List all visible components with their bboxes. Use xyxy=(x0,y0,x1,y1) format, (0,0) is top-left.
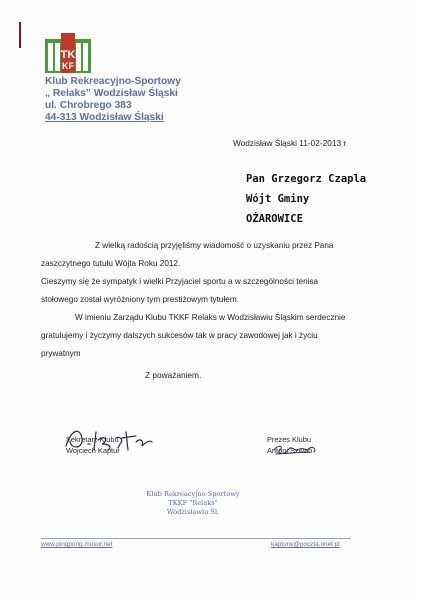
footer-email-link[interactable]: kapturw@poczta.onet.pl xyxy=(271,541,340,548)
stamp-line: Wodzisławiu Śl. xyxy=(166,508,220,516)
letter-body xyxy=(41,237,361,363)
president-title: Prezes Klubu xyxy=(267,435,311,444)
footer-divider xyxy=(41,538,351,539)
secretary-name: Wojciech Kaptur xyxy=(66,446,120,455)
secretary-title: Sekretarz Klubu xyxy=(66,435,119,444)
club-stamp xyxy=(138,490,248,517)
letterhead-city: 44-313 Wodzisław Śląski xyxy=(45,112,164,123)
svg-text:TK: TK xyxy=(60,49,76,61)
club-logo xyxy=(45,33,91,75)
stamp-line: TKKF "Relaks" xyxy=(168,499,218,507)
stamp-line: Klub Rekreacyjno-Sportowy xyxy=(146,490,240,498)
president-name: Antoni Szwab xyxy=(267,446,313,455)
recipient-block xyxy=(246,169,366,229)
letterhead-club-name: Klub Rekreacyjno-Sportowy xyxy=(45,76,181,87)
letterhead-club-subname: „ Relaks” Wodzisław Śląski xyxy=(45,88,178,99)
letterhead-address xyxy=(45,76,215,124)
body-line: Z wielką radością przyjęliśmy wiadomość o uzyskaniu przez Pana xyxy=(95,241,334,250)
body-line: W imieniu Zarządu Klubu TKKF Relaks w Wodzisławiu Śląskim serdecznie xyxy=(75,313,346,322)
recipient-title: Wójt Gminy xyxy=(246,193,310,205)
body-line: prywatnym xyxy=(41,349,81,358)
recipient-name: Pan Grzegorz Czapla xyxy=(246,173,367,185)
body-line: gratulujemy i życzymy dalszych sukcesów tak w pracy zawodowej jak i życiu xyxy=(41,331,318,340)
svg-text:KF: KF xyxy=(62,61,74,71)
letterhead-street: ul. Chrobrego 383 xyxy=(45,100,132,111)
body-line: Cieszymy się że sympatyk i wielki Przyjaciel sportu a w szczególności tenisa xyxy=(41,277,319,286)
recipient-place: OŻAROWICE xyxy=(246,213,303,225)
body-line: zaszczytnego tutułu Wójta Roku 2012. xyxy=(41,259,181,268)
footer-website-link[interactable]: www.pingpong.musur.net xyxy=(41,541,113,548)
scan-edge-mark xyxy=(19,22,21,48)
body-line: stołowego został wyróżniony tym prestiżowym tytułem. xyxy=(41,295,239,304)
letter-date: Wodzisław Śląski 11-02-2013 r xyxy=(233,138,347,148)
president-handwritten-signature xyxy=(270,440,318,458)
letter-closing: Z poważaniem. xyxy=(145,370,202,380)
secretary-handwritten-signature xyxy=(62,424,154,454)
